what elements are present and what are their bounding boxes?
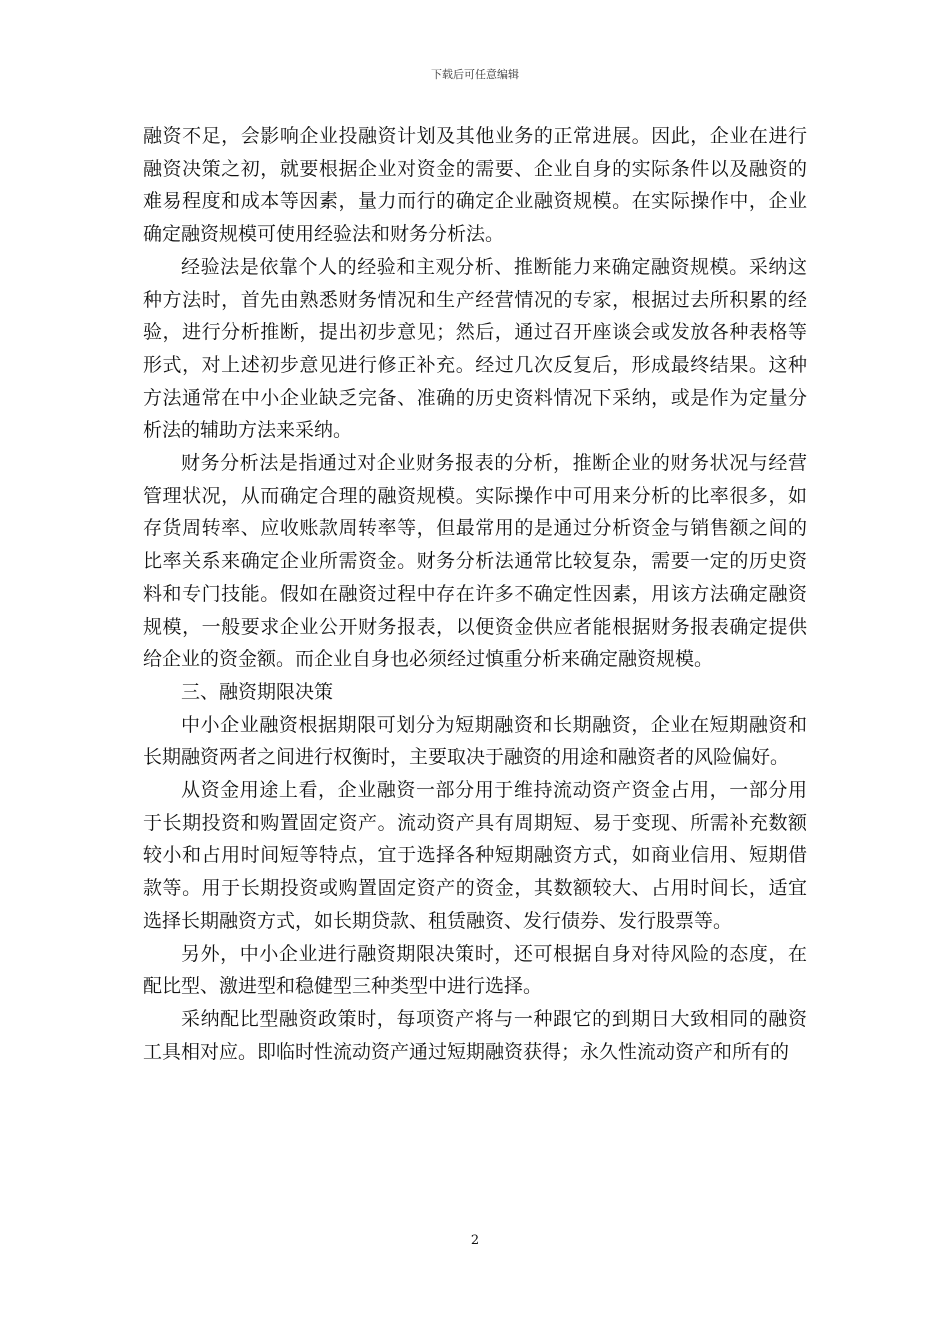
paragraph-term-division: 中小企业融资根据期限可划分为短期融资和长期融资，企业在短期融资和长期融资两者之间进行权衡时，主要取决于融资的用途和融资者的风险偏好。 (143, 713, 807, 769)
paragraph-financial-analysis-method: 财务分析法是指通过对企业财务报表的分析，推断企业的财务状况与经营管理状况，从而确定合理的融资规模。实际操作中可用来分析的比率很多，如存货周转率、应收账款周转率等，但最常用的是通过分析资金与销售额之间的比率关系来确定企业所需资金。财务分析法通常比较复杂，需要一定的历史资料和专门技能。假如在融资过程中存在许多不确定性因素，用该方法确定融资规模，一般要求企业公开财务报表，以便资金供应者能根据财务报表确定提供给企业的资金额。而企业自身也必须经过慎重分析来确定融资规模。 (143, 452, 807, 671)
document-body (143, 120, 807, 1068)
paragraph-risk-attitude: 另外，中小企业进行融资期限决策时，还可根据自身对待风险的态度，在配比型、激进型和稳健型三种类型中进行选择。 (143, 942, 807, 998)
paragraph-fund-usage: 从资金用途上看，企业融资一部分用于维持流动资产资金占用，一部分用于长期投资和购置固定资产。流动资产具有周期短、易于变现、所需补充数额较小和占用时间短等特点，宜于选择各种短期融资方式，如商业信用、短期借款等。用于长期投资或购置固定资产的资金，其数额较大、占用时间长，适宜选择长期融资方式，如长期贷款、租赁融资、发行债券、发行股票等。 (143, 779, 807, 932)
page-header: 下载后可任意编辑 (431, 68, 519, 81)
page-number: 2 (470, 1233, 480, 1248)
paragraph-experience-method: 经验法是依靠个人的经验和主观分析、推断能力来确定融资规模。采纳这种方法时，首先由熟悉财务情况和生产经营情况的专家，根据过去所积累的经验，进行分析推断，提出初步意见；然后，通过召开座谈会或发放各种表格等形式，对上述初步意见进行修正补充。经过几次反复后，形成最终结果。这种方法通常在中小企业缺乏完备、准确的历史资料情况下采纳，或是作为定量分析法的辅助方法来采纳。 (143, 255, 807, 442)
paragraph-continuation: 融资不足，会影响企业投融资计划及其他业务的正常进展。因此，企业在进行融资决策之初，就要根据企业对资金的需要、企业自身的实际条件以及融资的难易程度和成本等因素，量力而行的确定企业融资规模。在实际操作中，企业确定融资规模可使用经验法和财务分析法。 (143, 125, 807, 246)
paragraph-matching-policy: 采纳配比型融资政策时，每项资产将与一种跟它的到期日大致相同的融资工具相对应。即临时性流动资产通过短期融资获得；永久性流动资产和所有的 (143, 1007, 807, 1063)
section-heading: 三、融资期限决策 (181, 680, 334, 703)
